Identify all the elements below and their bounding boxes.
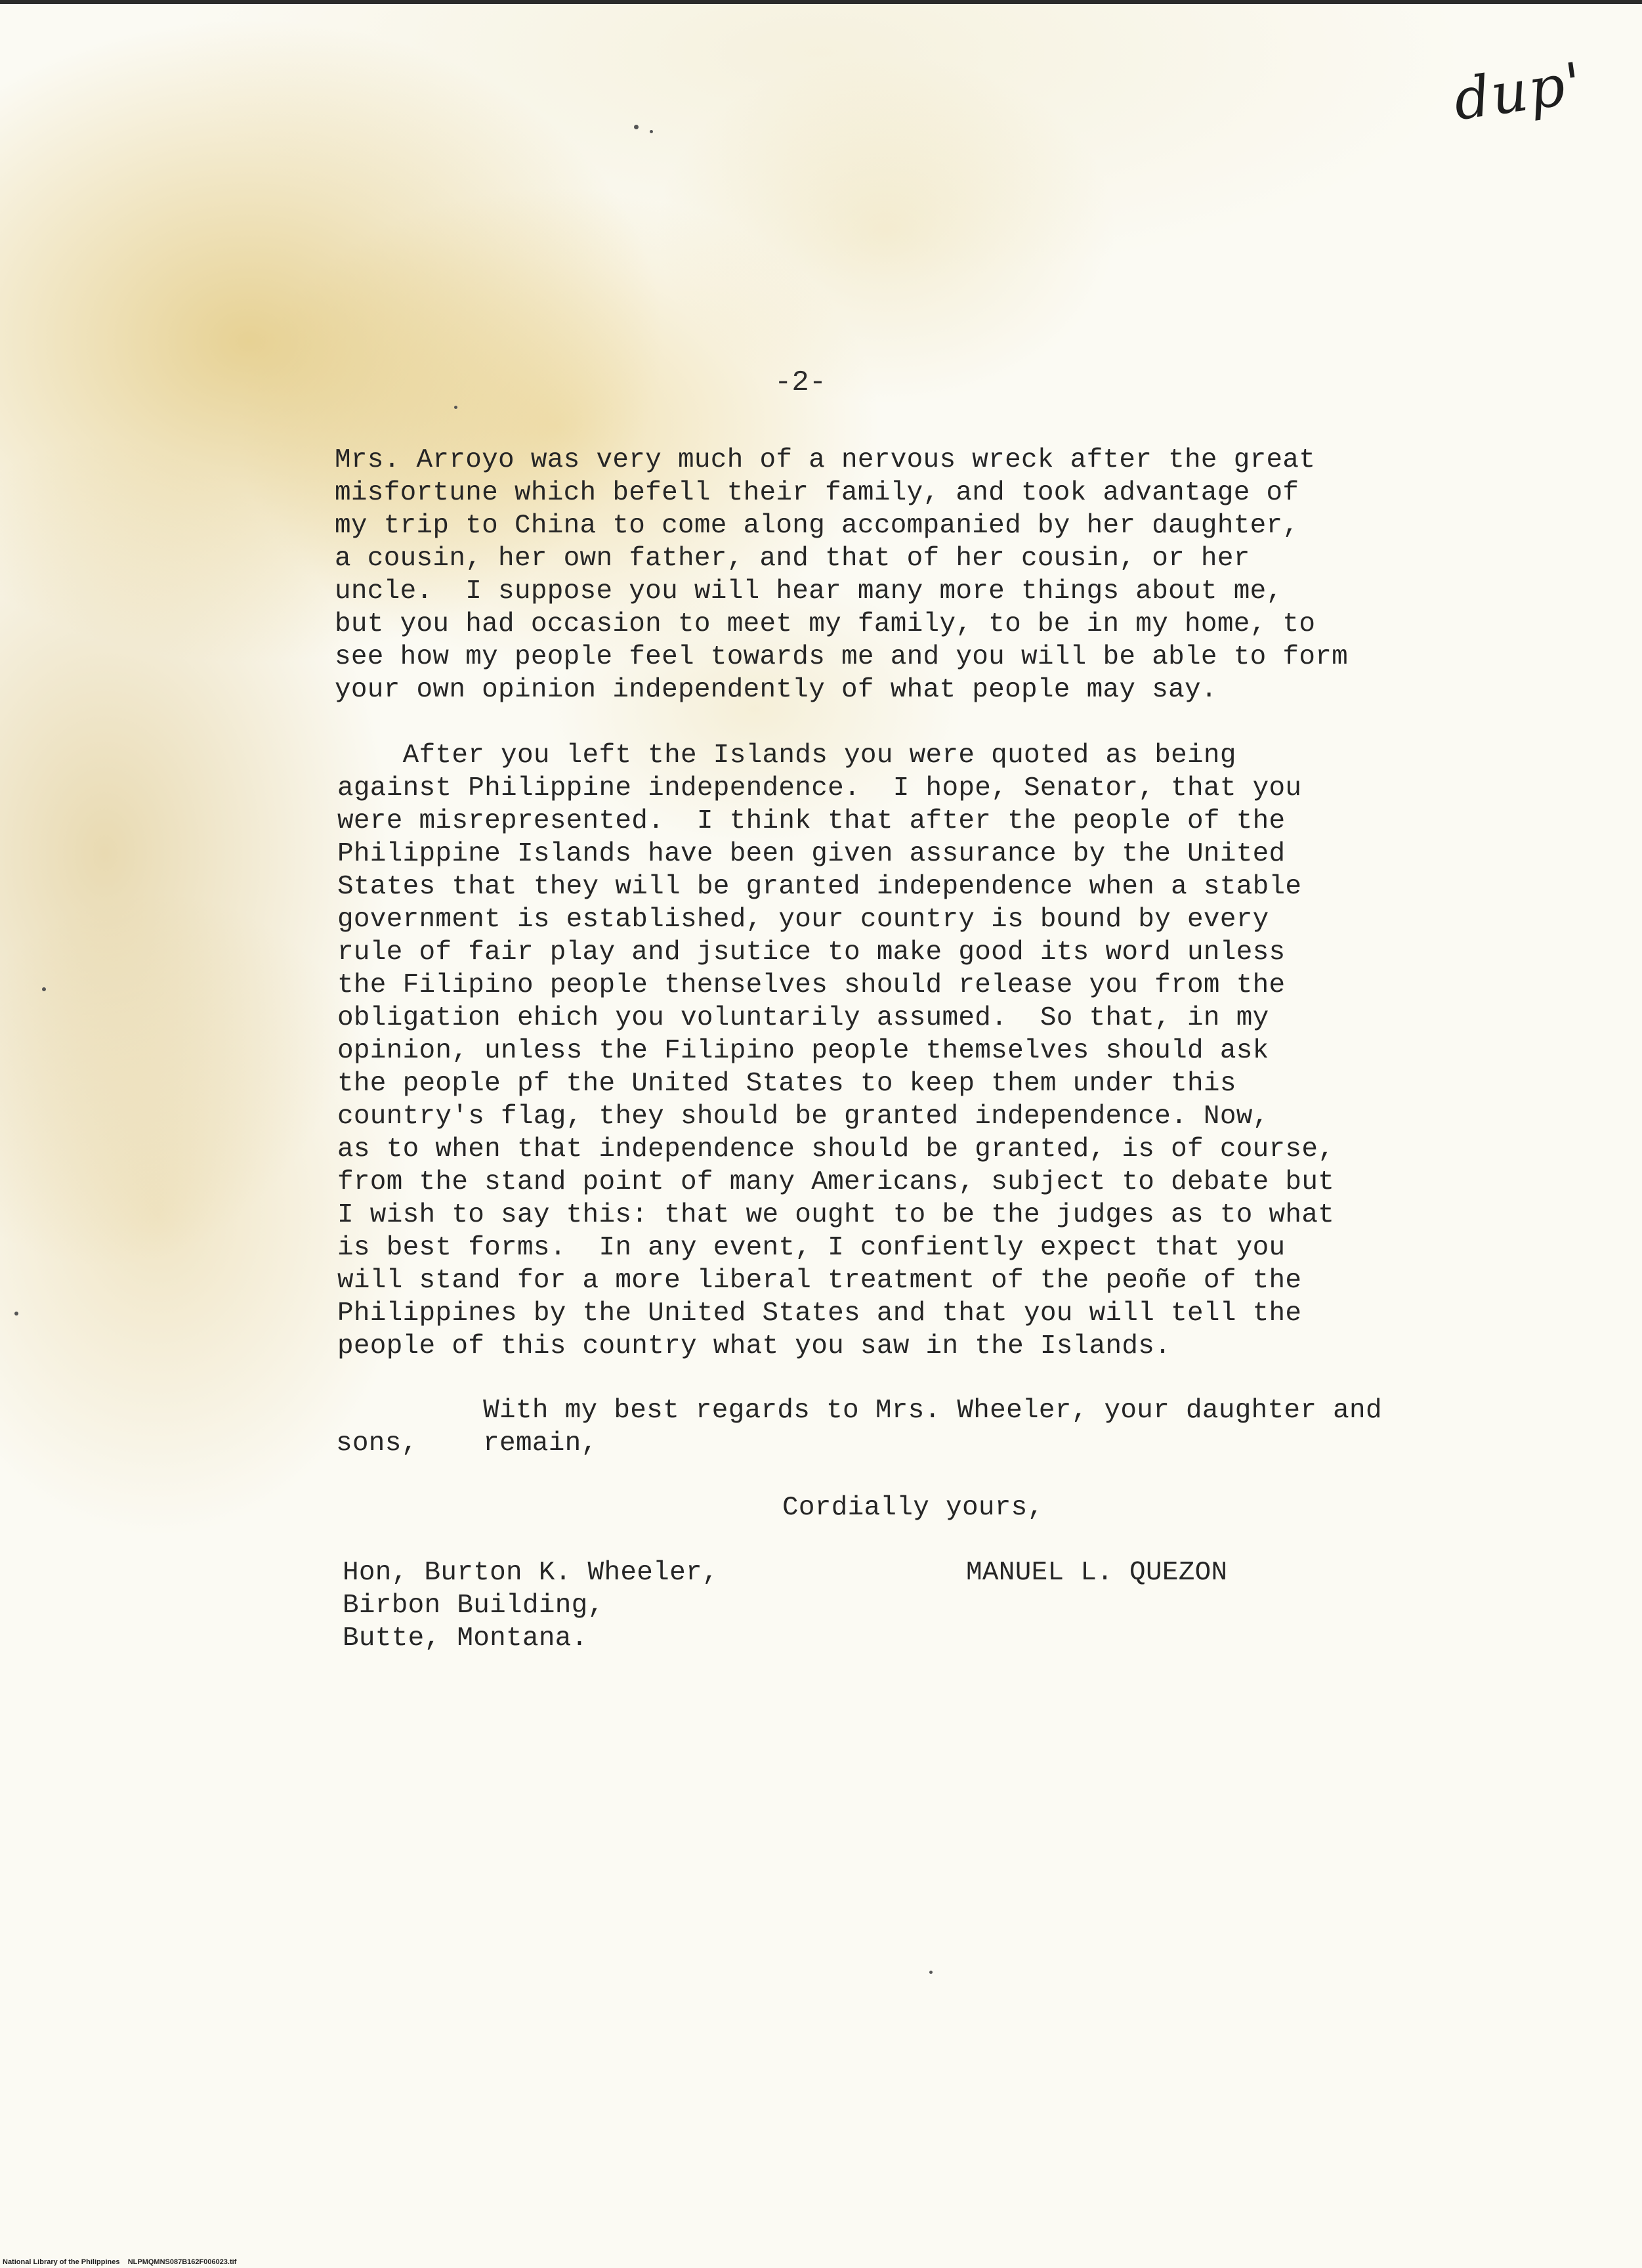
ink-speck [42,987,46,991]
ink-speck [929,1971,933,1974]
ink-speck [454,406,457,409]
closing-salutation: Cordially yours, [782,1493,1044,1523]
signature-name: MANUEL L. QUEZON [966,1558,1228,1588]
handwritten-annotation: dup' [1450,50,1588,134]
page-number: -2- [774,366,827,399]
paragraph-3-regards: With my best regards to Mrs. Wheeler, your daughter and sons, remain, [336,1396,1382,1459]
scan-edge-line [0,0,1642,4]
ink-speck [14,1312,18,1316]
ink-speck [650,130,653,133]
recipient-address: Hon, Burton K. Wheeler, Birbon Building, Butte, Montana. [343,1558,719,1654]
archive-footer: National Library of the Philippines NLPMQMNS087B162F006023.tif [3,2258,237,2266]
paragraph-2: After you left the Islands you were quoted as being against Philippine independence. I hope, Senator, that you were misrepresented. I think that after the people of the Philippine Islands have been given assurance by the United States that they will be granted independence when a stable government is established, your country is bound by every rule of fair play and jsutice to make good its word unless the Filipino people thenselves should release you from the obligation ehich you voluntarily assumed. So that, in my opinion, unless the Filipino people themselves should ask the people pf the United States to keep them under this country's flag, they should be granted independence. Now, as to when that independence should be granted, is of course, from the stand point of many Americans, subject to debate but I wish to say this: that we ought to be the judges as to what is best forms. In any event, I confiently expect that you will stand for a more liberal treatment of the peoñe of the Philippines by the United States and that you will tell the people of this country what you saw in the Islands. [337,740,1335,1361]
paragraph-1: Mrs. Arroyo was very much of a nervous wreck after the great misfortune which befell their family, and took advantage of my trip to China to come along accompanied by her daughter, a cousin, her own father, and that of her cousin, or her uncle. I suppose you will hear many more things about me, but you had occasion to meet my family, to be in my home, to see how my people feel towards me and you will be able to form your own opinion independently of what people may say. [335,445,1349,705]
ink-speck [634,125,639,129]
